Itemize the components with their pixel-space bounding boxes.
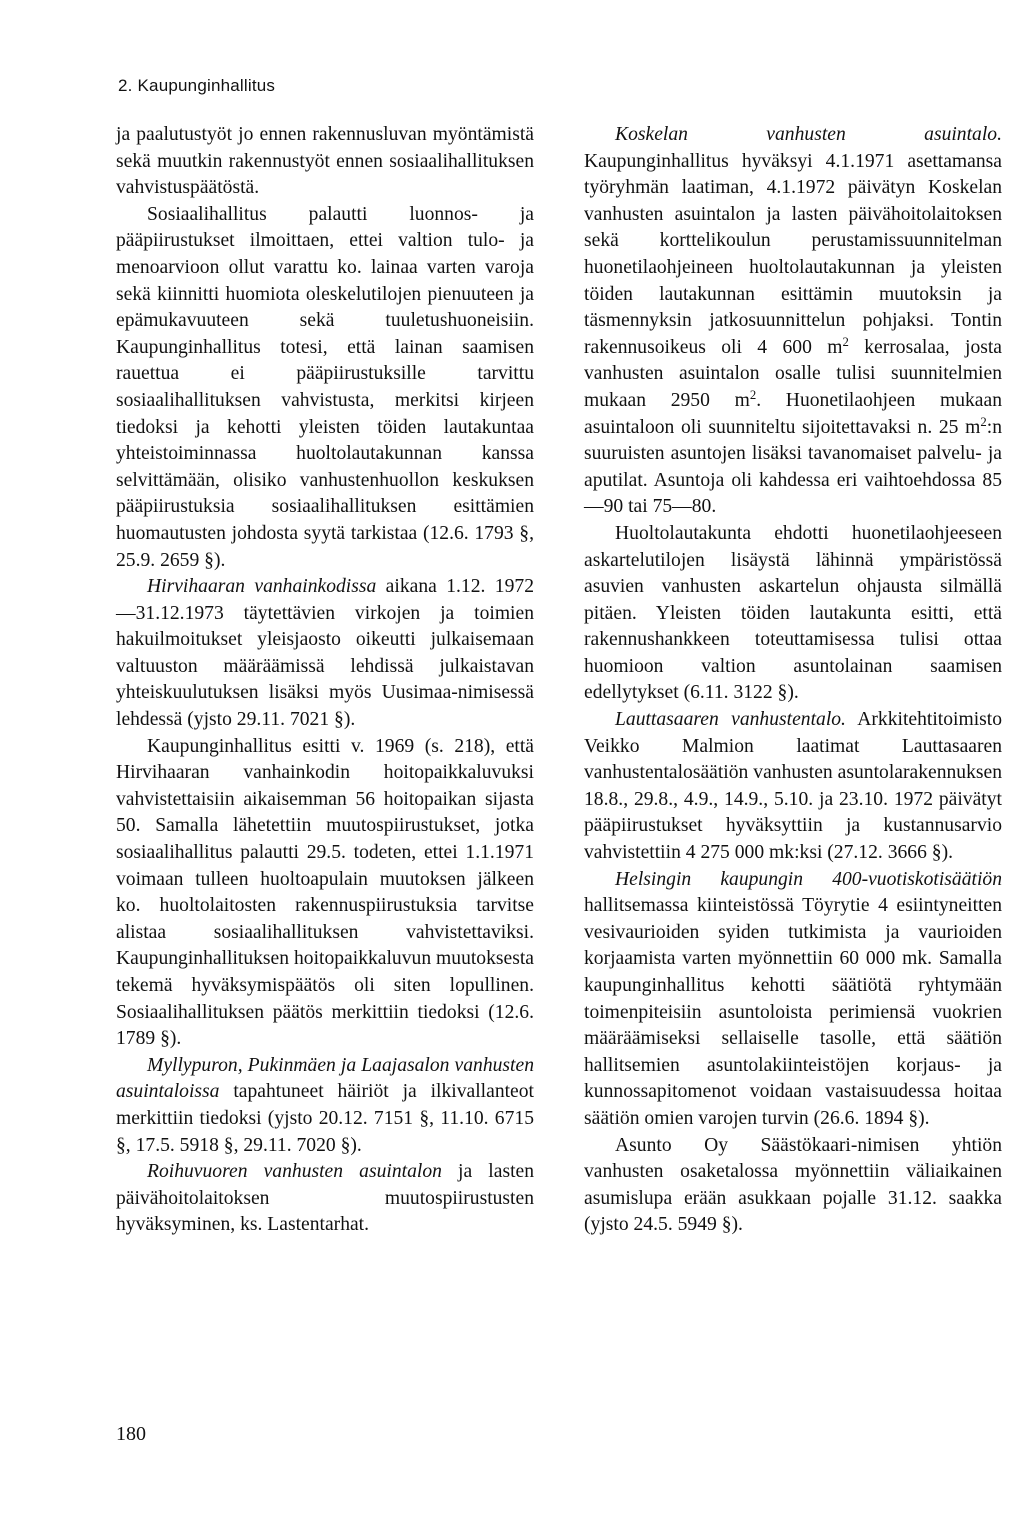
paragraph-text: kerrosalaa, josta vanhusten asuintalon osalle tulisi suunnitelmien mukaan 2950 m bbox=[584, 336, 1003, 411]
superscript: 2 bbox=[842, 334, 849, 349]
running-header: 2. Kaupunginhallitus bbox=[118, 76, 276, 95]
paragraph bbox=[584, 867, 1002, 1133]
paragraph: Huoltolautakunta ehdotti huonetilaohjeeseen askartelutilojen lisäystä lähinnä ympäristössä asuvien vanhusten askartelun ohjausta silmällä pitäen. Yleisten töiden lautakunta esitti, että rakennushankkeen toteuttamisessa tulisi ottaa huomioon valtion asuntolainan saamisen edellytykset (6.11. 3122 §). bbox=[584, 522, 1002, 704]
paragraph-heading: Roihuvuoren vanhusten asuintalon bbox=[147, 1161, 442, 1183]
paragraph-text: :n suuruisten asuntojen lisäksi tavanomaiset palvelu- ja aputilat. Asuntoja oli kahdessa eri vaihtoehdossa 85—90 tai 75—80. bbox=[584, 416, 1002, 518]
paragraph: Asunto Oy Säästökaari-nimisen yhtiön vanhusten osaketalossa myönnettiin väliaikainen asumislupa erään asukkaan pojalle 31.12. saakka (yjsto 24.5. 5949 §). bbox=[584, 1134, 1002, 1236]
paragraph bbox=[584, 122, 1002, 521]
paragraph bbox=[116, 1053, 534, 1159]
paragraph: Sosiaalihallitus palautti luonnos- ja pääpiirustukset ilmoittaen, ettei valtion tulo- ja menoarvioon ollut varattu ko. lainaa varten varoja sekä kiinnitti huomiota oleskelutilojen pienuuteen ja epämukavuuteen sekä tuuletushuoneisiin. Kaupunginhallitus totesi, että lainan saamisen rauettua ei pääpiirustuksille tarvittu sosiaalihallituksen vahvistusta, merkitsi kirjeen tiedoksi ja kehotti yleisten töiden lautakuntaa yhteistoiminnassa huoltolautakunnan kanssa selvittämään, olisiko vanhustenhuollon keskuksen pääpiirustuksia sosiaalihallituksen esittämien huomautusten johdosta syytä tarkistaa (12.6. 1793 §, 25.9. 2659 §). bbox=[116, 203, 534, 571]
paragraph-heading: Koskelan vanhusten asuintalo. bbox=[615, 124, 1002, 145]
paragraph bbox=[584, 707, 1002, 867]
paragraph-text: tapahtuneet häiriöt ja ilkivallanteot merkittiin tiedoksi (yjsto 20.12. 7151 §, 11.10. 6715 §, 17.5. 5918 §, 29.11. 7020 §). bbox=[116, 1081, 534, 1156]
right-column bbox=[584, 122, 1002, 1239]
page-number: 180 bbox=[116, 1423, 146, 1445]
paragraph-text: Kaupunginhallitus hyväksyi 4.1.1971 asettamansa työryhmän laatiman, 4.1.1972 päivätyn Koskelan vanhusten asuintalon ja lasten päivähoitolaitoksen sekä korttelikoulun perustamissuunnitelman huonetilaohjeineen huoltolautakunnan ja yleisten töiden lautakunnan esittämin muutoksin ja täsmennyksin jatkosuunnittelun pohjaksi. Tontin rakennusoikeus oli 4 600 m bbox=[584, 150, 1002, 358]
paragraph-text: Arkkitehtitoimisto Veikko Malmion laatimat Lauttasaaren vanhustentalosäätiön vanhusten asuntolarakennuksen 18.8., 29.8., 4.9., 14.9., 5.10. ja 23.10. 1972 päivätyt pääpiirustukset hyväksyttiin ja kustannusarvio vahvistettiin 4 275 000 mk:ksi (27.12. 3666 §). bbox=[584, 709, 1003, 864]
paragraph-text: . Huonetilaohjeen mukaan asuintaloon oli suunniteltu sijoitettavaksi n. 25 m bbox=[584, 389, 1002, 438]
paragraph: Kaupunginhallitus esitti v. 1969 (s. 218), että Hirvihaaran vanhainkodin hoitopaikkaluvuksi vahvistettaisiin aikaisemman 56 hoitopaikan sijasta 50. Samalla lähetettiin muutospiirustukset, jotka sosiaalihallitus palautti 29.5. todeten, ettei 1.1.1971 voimaan tulleen huoltoapulain muutoksen jälkeen ko. huoltolaitosten rakennuspiirustuksia tarvitse alistaa sosiaalihallituksen vahvistettaviksi. Kaupunginhallituksen hoitopaikkaluvun muutoksesta tekemä hyväksymispäätös oli siten lopullinen. Sosiaalihallituksen päätös merkittiin tiedoksi (12.6. 1789 §). bbox=[116, 735, 534, 1050]
paragraph bbox=[116, 574, 534, 734]
paragraph-text: aikana 1.12. 1972—31.12.1973 täytettävien virkojen ja toimien hakuilmoitukset yleisjaosto oikeutti julkaisemaan valtuuston määräämissä lehdissä julkaistavan yhteiskuulutuksen lisäksi myös Uusimaa-nimisessä lehdessä (yjsto 29.11. 7021 §). bbox=[116, 576, 534, 731]
paragraph-text: ja lasten päivähoitolaitoksen muutospiirustusten hyväksyminen, ks. Lastentarhat. bbox=[116, 1161, 535, 1236]
paragraph bbox=[116, 1159, 534, 1239]
paragraph-heading: Myllypuron, Pukinmäen ja Laajasalon vanhusten asuintaloissa bbox=[116, 1054, 534, 1103]
superscript: 2 bbox=[749, 387, 757, 402]
left-column bbox=[116, 122, 534, 1239]
paragraph-heading: Lauttasaaren vanhustentalo. bbox=[615, 709, 846, 731]
paragraph-text: hallitsemassa kiinteistössä Töyrytie 4 esiintyneitten vesivaurioiden syiden tutkimista ja vaurioiden korjaamista varten myönnettiin 60 000 mk. Samalla kaupunginhallitus kehotti säätiötä ryhtymään toimenpiteisiin asuntoloista perimiensä vuokrien määräämiseksi sellaiselle tasolle, että säätiön hallitsemien asuntolakiinteistöjen korjaus- ja kunnossapitomenot voidaan vastaisuudessa hoitaa säätiön omien varojen turvin (26.6. 1894 §). bbox=[584, 895, 1002, 1129]
paragraph-heading: Helsingin kaupungin 400-vuotiskotisäätiön bbox=[615, 868, 1002, 890]
paragraph-heading: Hirvihaaran vanhainkodissa bbox=[147, 576, 377, 598]
superscript: 2 bbox=[980, 414, 987, 429]
paragraph: ja paalutustyöt jo ennen rakennusluvan myöntämistä sekä muutkin rakennustyöt ennen sosiaalihallituksen vahvistuspäätöstä. bbox=[116, 124, 534, 199]
